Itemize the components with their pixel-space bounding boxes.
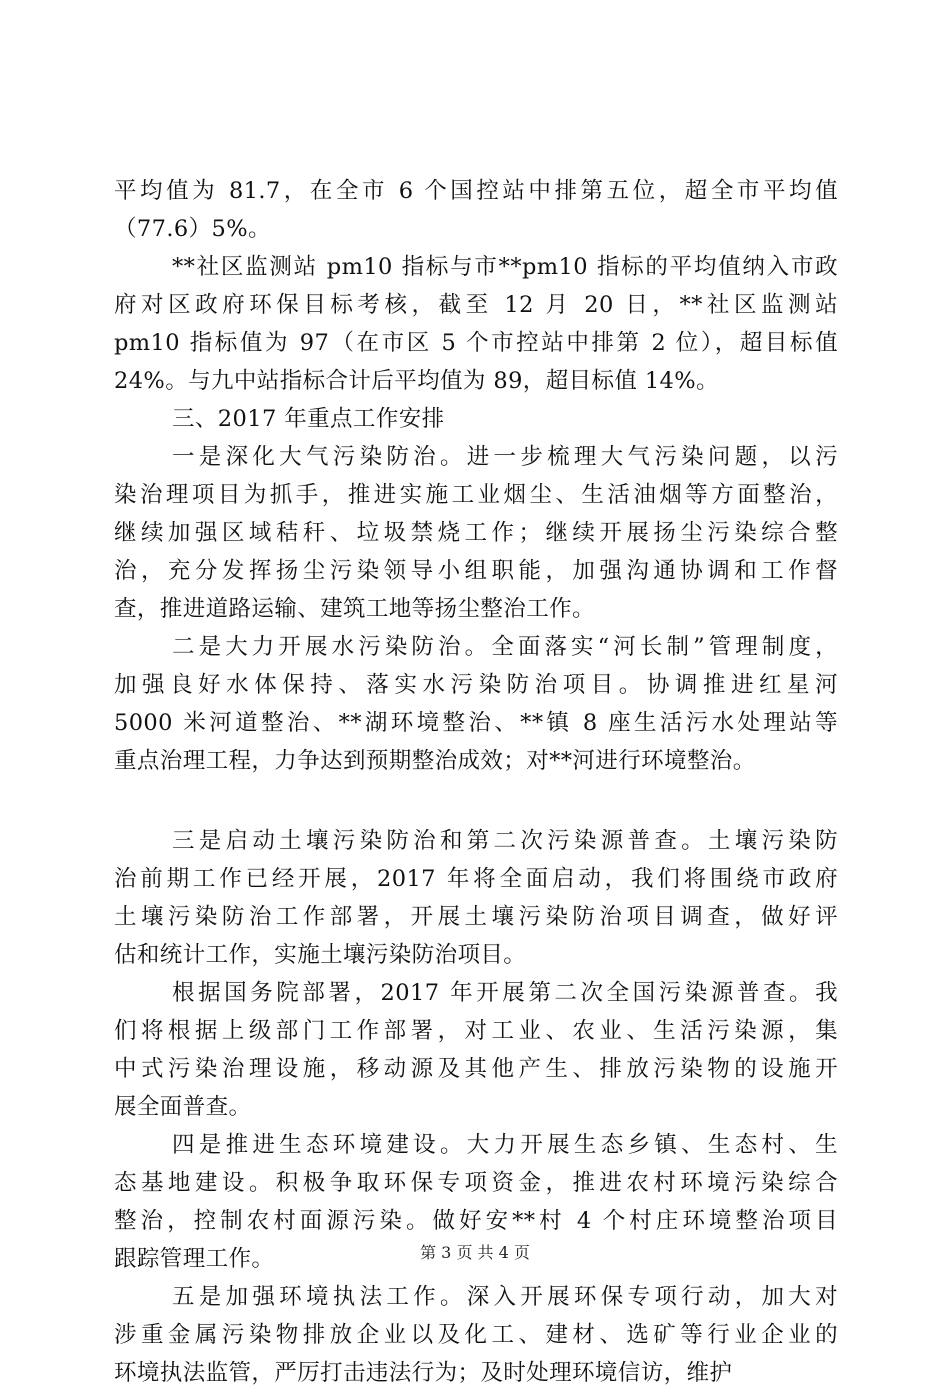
text-line: 继续加强区域秸秆、垃圾禁烧工作；继续开展扬尘污染综合整 [114,520,838,546]
text-line: 5000 米河道整治、**湖环境整治、**镇 8 座生活污水处理站等 [114,710,838,736]
text-line: 查，推进道路运输、建筑工地等扬尘整治工作。 [114,596,595,622]
document-body [114,172,838,1392]
text-line: 一是深化大气污染防治。进一步梳理大气污染问题，以污 [172,444,838,470]
text-line: 四是推进生态环境建设。大力开展生态乡镇、生态村、生 [172,1132,838,1158]
text-line: 治前期工作已经开展，2017 年将全面启动，我们将围绕市政府 [114,866,838,892]
text-line: 跟踪管理工作。 [114,1246,275,1272]
text-line: 治，充分发挥扬尘污染领导小组职能，加强沟通协调和工作督 [114,558,838,584]
text-line: 三、2017 年重点工作安排 [172,406,445,432]
text-line: 环境执法监管，严厉打击违法行为；及时处理环境信访，维护 [114,1360,733,1386]
text-line: 二是大力开展水污染防治。全面落实“河长制”管理制度， [172,634,838,660]
text-line: 三是启动土壤污染防治和第二次污染源普查。土壤污染防 [172,828,838,854]
text-line: **社区监测站 pm10 指标与市**pm10 指标的平均值纳入市政 [172,254,838,280]
text-line: （77.6）5%。 [114,216,271,242]
text-line: 根据国务院部署，2017 年开展第二次全国污染源普查。我 [172,980,838,1006]
text-line: 24%。与九中站指标合计后平均值为 89，超目标值 14%。 [114,368,719,394]
text-line: 态基地建设。积极争取环保专项资金，推进农村环境污染综合 [114,1170,838,1196]
text-line: 整治，控制农村面源污染。做好安**村 4 个村庄环境整治项目 [114,1208,838,1234]
text-line: 府对区政府环保目标考核，截至 12 月 20 日，**社区监测站 [114,292,838,318]
text-line: 涉重金属污染物排放企业以及化工、建材、选矿等行业企业的 [114,1322,838,1348]
text-line: 估和统计工作，实施土壤污染防治项目。 [114,942,527,968]
text-line: 土壤污染防治工作部署，开展土壤污染防治项目调查，做好评 [114,904,838,930]
text-line: 染治理项目为抓手，推进实施工业烟尘、生活油烟等方面整治， [114,482,838,508]
text-line: 重点治理工程，力争达到预期整治成效；对**河进行环境整治。 [114,748,756,774]
text-line: 加强良好水体保持、落实水污染防治项目。协调推进红星河 [114,672,838,698]
page-footer: 第 3 页 共 4 页 [420,1243,530,1262]
text-line: 们将根据上级部门工作部署，对工业、农业、生活污染源，集 [114,1018,838,1044]
paragraph-gap [114,780,838,822]
text-line: 展全面普查。 [114,1094,252,1120]
text-line: pm10 指标值为 97（在市区 5 个市控站中排第 2 位），超目标值 [114,330,838,356]
text-line: 五是加强环境执法工作。深入开展环保专项行动，加大对 [172,1284,838,1310]
text-line: 中式污染治理设施，移动源及其他产生、排放污染物的设施开 [114,1056,838,1082]
text-line: 平均值为 81.7，在全市 6 个国控站中排第五位，超全市平均值 [114,178,838,204]
